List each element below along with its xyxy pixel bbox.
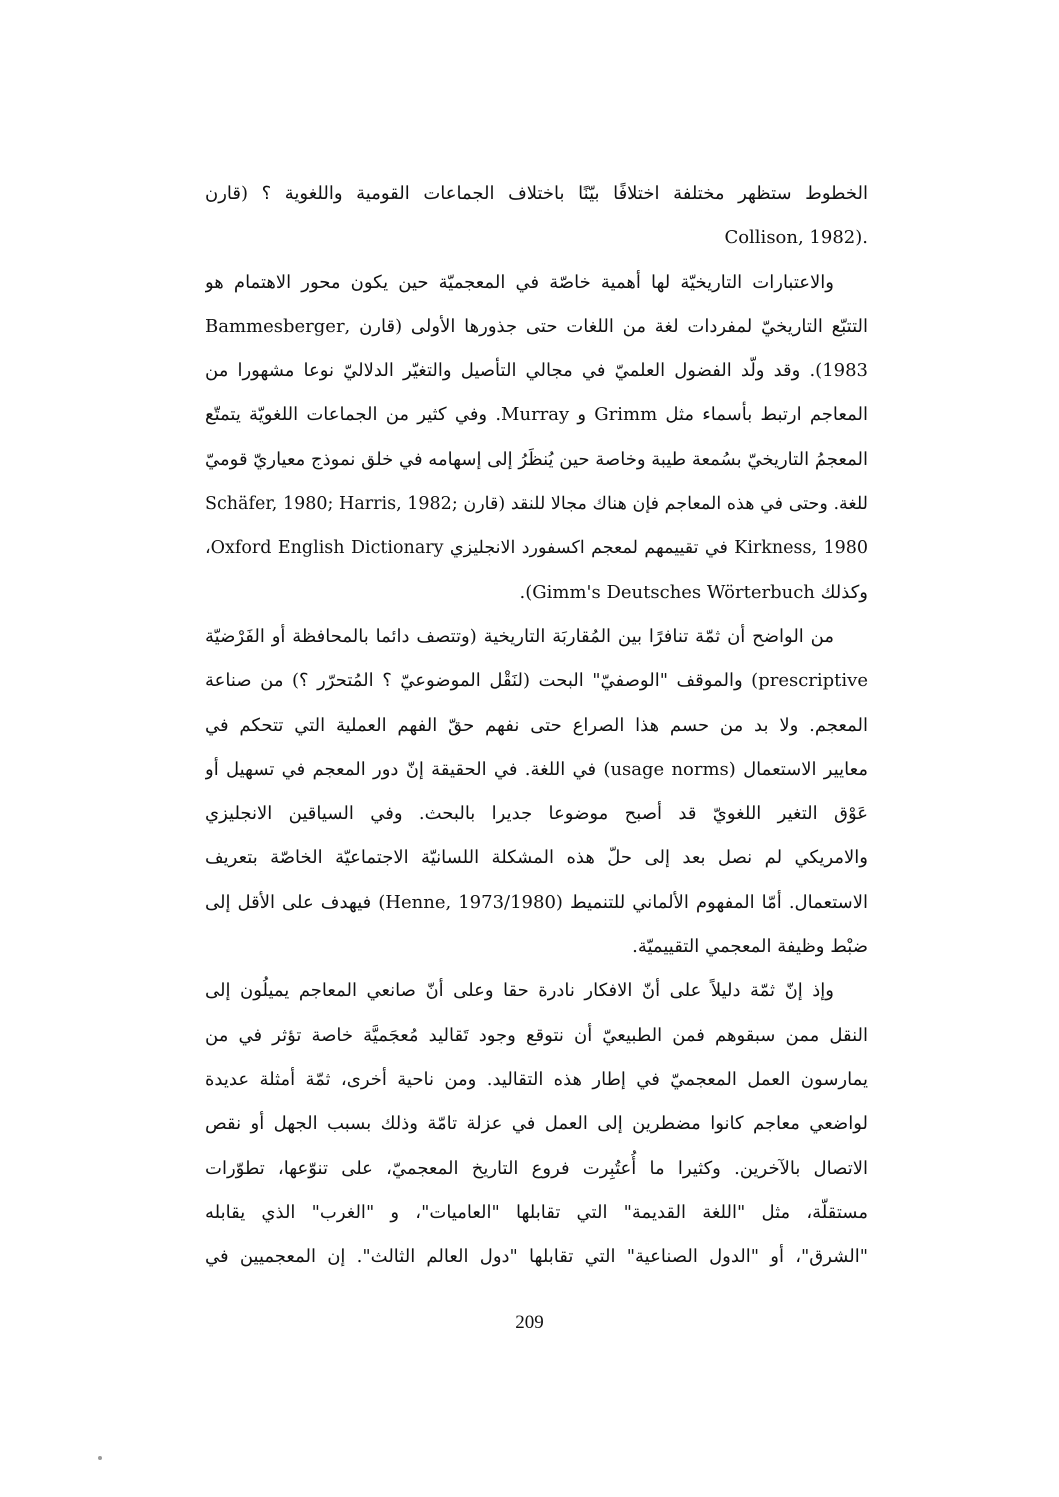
text-line: وكذلك Gimm's Deutsches Wörterbuch). bbox=[519, 581, 868, 603]
text-line: معايير الاستعمال (usage norms) في اللغة. في الحقيقة إنّ دور المعجم في تسهيل أو bbox=[205, 758, 868, 780]
text-line: المعجم. ولا بد من حسم هذا الصراع حتى نفهم حقّ الفهم العملية التي تتحكم في bbox=[205, 714, 868, 736]
text-line: prescriptive) والموقف "الوصفيّ" البحت (لنَقْل الموضوعيّ ؟ المُتحرّر ؟) من صناعة bbox=[205, 670, 868, 692]
text-line: للغة. وحتى في هذه المعاجم فإن هناك مجالا للنقد (قارن ;Schäfer, 1980; Harris, 1982 bbox=[205, 494, 868, 515]
text-line: الاستعمال. أمّا المفهوم الألماني للتنميط (Henne, 1973/1980) فيهدف على الأقل إلى bbox=[205, 891, 868, 913]
text-line: يمارسون العمل المعجميّ في إطار هذه التقاليد. ومن ناحية أخرى، ثمّة أمثلة عديدة bbox=[205, 1068, 868, 1090]
text-line: .(Collison, 1982 bbox=[724, 227, 868, 249]
scan-speck bbox=[98, 1456, 102, 1460]
text-line: "الشرق"، أو "الدول الصناعية" التي تقابلها "دول العالم الثالث". إن المعجميين في bbox=[205, 1246, 868, 1268]
text-line: وإذ إنّ ثمّة دليلاً على أنّ الافكار نادرة حقا وعلى أنّ صانعي المعاجم يميلُون إلى bbox=[205, 980, 834, 1002]
body-text bbox=[205, 172, 868, 1279]
page-number: 209 bbox=[515, 1312, 544, 1333]
text-line: ضبْط وظيفة المعجمي التقييميّة. bbox=[632, 936, 868, 958]
text-line: المعاجم ارتبط بأسماء مثل Grimm و Murray. وفي كثير من الجماعات اللغويّة يتمتّع bbox=[205, 404, 868, 426]
text-line: الاتصال بالآخرين. وكثيرا ما أُعتُبِرت فروع التاريخ المعجميّ، على تنوّعها، تطوّرات bbox=[205, 1157, 868, 1179]
text-line: 1983). وقد ولّد الفضول العلميّ في مجالي التأصيل والتغيّر الدلاليّ نوعا مشهورا من bbox=[205, 360, 868, 382]
text-line: التتبّع التاريخيّ لمفردات لغة من اللغات حتى جذورها الأولى (قارن ,Bammesberger bbox=[205, 315, 868, 337]
text-line: والامريكي لم نصل بعد إلى حلّ هذه المشكلة اللسانيّة الاجتماعيّة الخاصّة بتعريف bbox=[205, 847, 868, 869]
text-line: النقل ممن سبقوهم فمن الطبيعيّ أن نتوقع وجود تَقاليد مُعجَميَّة خاصة تؤثر في من bbox=[205, 1024, 868, 1046]
text-line: مستقلّة، مثل "اللغة القديمة" التي تقابلها "العاميات"، و "الغرب" الذي يقابله bbox=[205, 1201, 868, 1223]
text-line: المعجمُ التاريخيّ بسُمعة طيبة وخاصة حين يُنظَرُ إلى إسهامه في خلق نموذج معياريّ قوميّ bbox=[205, 448, 868, 470]
text-line: من الواضح أن ثمّة تنافرًا بين المُقاربَة التاريخية (وتتصف دائما بالمحافظة أو الفَرْضيّة bbox=[205, 625, 834, 647]
text-line: Kirkness, 1980 في تقييمهم لمعجم اكسفورد الانجليزي Oxford English Dictionary، bbox=[205, 538, 868, 559]
text-line: لواضعي معاجم كانوا مضطرين إلى العمل في عزلة تامّة وذلك بسبب الجهل أو نقص bbox=[205, 1113, 868, 1135]
text-line: والاعتبارات التاريخيّة لها أهمية خاصّة في المعجميّة حين يكون محور الاهتمام هو bbox=[205, 271, 834, 293]
text-line: الخطوط ستظهر مختلفة اختلافًا بيّنًا باختلاف الجماعات القومية واللغوية ؟ (قارن bbox=[205, 183, 868, 204]
text-line: عَوْق التغير اللغويّ قد أصبح موضوعا جديرا بالبحث. وفي السياقين الانجليزي bbox=[205, 803, 868, 825]
